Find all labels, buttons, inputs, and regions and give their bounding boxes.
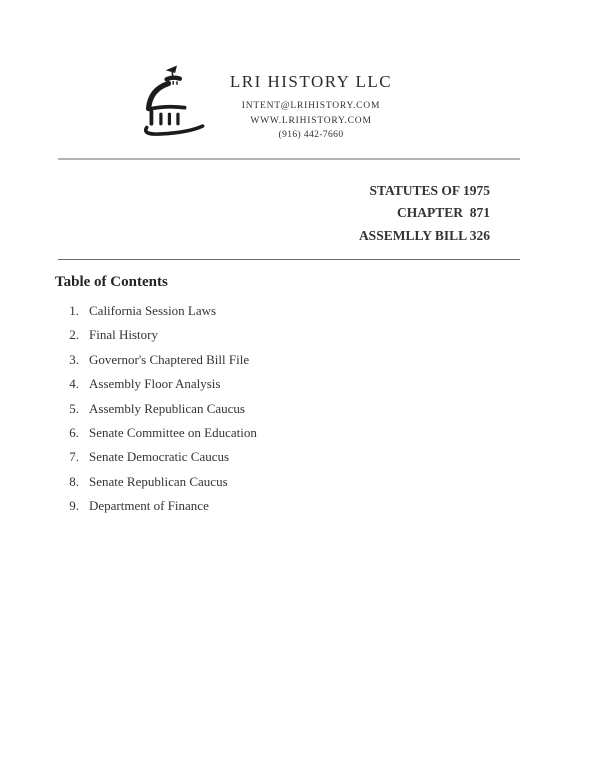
toc-item-number: 4.: [69, 376, 79, 392]
toc-item: [55, 303, 475, 327]
toc-item: [55, 425, 475, 449]
divider-top: [58, 158, 520, 160]
toc-item-number: 3.: [69, 351, 79, 367]
toc-item: [55, 474, 475, 498]
toc-item: [55, 327, 475, 351]
toc-item: [55, 401, 475, 425]
toc-item-number: 2.: [69, 327, 79, 343]
letterhead: [218, 72, 404, 143]
toc-item: [55, 352, 475, 376]
phone-line: (916) 442-7660: [278, 130, 344, 140]
logo-flag: [166, 65, 177, 73]
toc-item-number: 7.: [69, 449, 79, 465]
toc-item-number: 5.: [69, 400, 79, 416]
toc-list: [55, 303, 475, 523]
statutes-line: STATUTES OF 1975: [369, 183, 490, 198]
toc-item-label: California Session Laws: [89, 303, 217, 318]
toc-item-number: 1.: [69, 303, 79, 318]
toc-item-number: 8.: [69, 473, 79, 489]
website-line: WWW.LRIHISTORY.COM: [250, 115, 372, 126]
assembly-bill-line: ASSEMLLY BILL 326: [358, 227, 490, 243]
toc-item-label: Senate Committee on Education: [89, 424, 257, 440]
toc-item: [55, 376, 475, 400]
toc-item-label: Assembly Floor Analysis: [89, 376, 221, 392]
divider-bottom: [58, 259, 520, 260]
toc-item-label: Department of Finance: [89, 498, 209, 514]
toc-item-label: Governor's Chaptered Bill File: [89, 351, 250, 367]
toc-item: [55, 449, 475, 473]
email-line: INTENT@LRIHISTORY.COM: [241, 101, 381, 111]
toc-item-label: Final History: [89, 327, 158, 343]
toc-item-label: Senate Democratic Caucus: [89, 449, 230, 465]
toc-item-number: 6.: [69, 424, 79, 440]
company-name: LRI HISTORY LLC: [229, 72, 393, 91]
bill-reference-block: [359, 180, 490, 247]
chapter-line: CHAPTER 871: [396, 205, 490, 221]
toc-item: [55, 498, 475, 522]
capitol-dome-logo-icon: [141, 62, 213, 140]
toc-heading: Table of Contents: [55, 274, 168, 290]
toc-item-label: Senate Republican Caucus: [89, 473, 228, 489]
toc-item-label: Assembly Republican Caucus: [89, 400, 245, 416]
toc-item-number: 9.: [69, 498, 79, 514]
contact-info: [218, 99, 404, 143]
